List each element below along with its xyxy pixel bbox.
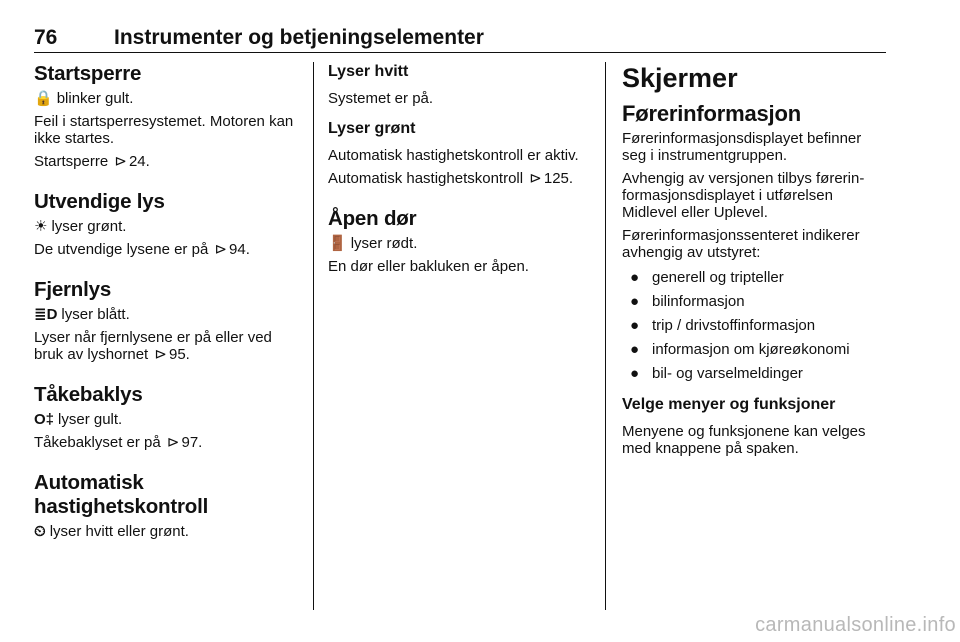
reference-arrow-icon: ⊳ — [114, 153, 127, 170]
section-heading-utvendige-lys: Utvendige lys — [34, 190, 165, 213]
indicator-line: ☀ lyser grønt. — [34, 218, 127, 235]
page-reference: De utvendige lysene er på ⊳ 94. — [34, 241, 250, 258]
bullet-icon: ● — [630, 269, 640, 286]
list-item: ● informasjon om kjøreøkonomi — [630, 341, 850, 358]
rear-fog-light-icon: O‡ — [34, 411, 55, 428]
page-reference: Tåkebaklyset er på ⊳ 97. — [34, 434, 203, 451]
section-heading-automatisk: Automatisk — [34, 471, 144, 494]
page-reference: Lyser når fjernlysene er på eller ved bruk av lyshornet ⊳ 95. — [34, 329, 272, 363]
paragraph: Førerinformasjonssenteret indikerer avhengig av utstyret: — [622, 227, 860, 261]
bullet-icon: ● — [630, 365, 640, 382]
bullet-icon: ● — [630, 317, 640, 334]
column-1 — [34, 62, 296, 540]
section-heading-startsperre: Startsperre — [34, 62, 142, 85]
paragraph: Automatisk hastighetskontroll er aktiv. — [328, 147, 579, 164]
watermark: carmanualsonline.info — [755, 614, 956, 636]
section-heading-fjernlys: Fjernlys — [34, 278, 112, 301]
paragraph: Førerinformasjonsdisplayet befinner seg i instrumentgruppen. — [622, 130, 862, 164]
list-item: ● bil- og varselmeldinger — [630, 365, 803, 382]
reference-arrow-icon: ⊳ — [529, 170, 542, 187]
subheading-lyser-gront: Lyser grønt — [328, 120, 416, 137]
paragraph: Avhengig av versjonen tilbys førerinformasjonsdisplayet i utførelsen Midlevel eller Uplevel. — [622, 170, 865, 221]
list-item: ● bilinformasjon — [630, 293, 745, 310]
reference-arrow-icon: ⊳ — [154, 346, 167, 363]
bullet-icon: ● — [630, 293, 640, 310]
column-divider — [605, 62, 606, 610]
reference-arrow-icon: ⊳ — [214, 241, 228, 258]
page-number: 76 — [34, 26, 58, 49]
indicator-line: ≣D lyser blått. — [34, 306, 130, 323]
section-heading-forerinformasjon: Førerinformasjon — [622, 101, 801, 126]
paragraph: En dør eller bakluken er åpen. — [328, 258, 529, 275]
exterior-light-icon: ☀ — [34, 218, 48, 235]
feature-list — [622, 269, 886, 382]
reference-arrow-icon: ⊳ — [166, 434, 180, 451]
section-heading-hastighetskontroll: hastighetskontroll — [34, 495, 209, 518]
page-title: Instrumenter og betjeningselementer — [114, 26, 484, 49]
cruise-control-icon: ⏲ — [34, 523, 46, 540]
page-header — [34, 26, 886, 53]
indicator-line: ⏲ lyser hvitt eller grønt. — [34, 523, 189, 540]
column-3 — [622, 62, 886, 457]
page-reference: Startsperre ⊳ 24. — [34, 153, 150, 170]
column-divider — [313, 62, 314, 610]
immobilizer-icon: 🔒 — [34, 90, 53, 107]
column-2 — [328, 62, 590, 275]
list-item: ● trip / drivstoffinformasjon — [630, 317, 816, 334]
bullet-icon: ● — [630, 341, 640, 358]
door-open-icon: 🚪 — [328, 235, 347, 252]
indicator-line: 🔒 blinker gult. — [34, 90, 134, 107]
section-heading-takebaklys: Tåkebaklys — [34, 383, 143, 406]
indicator-line: O‡ lyser gult. — [34, 411, 123, 428]
high-beam-icon: ≣D — [34, 306, 58, 323]
list-item: ● generell og tripteller — [630, 269, 784, 286]
paragraph: Feil i startsperresystemet. Motoren kan ikke startes. — [34, 113, 294, 147]
subheading-lyser-hvitt: Lyser hvitt — [328, 63, 409, 80]
subheading-velge-menyer: Velge menyer og funksjoner — [622, 396, 836, 413]
paragraph: Systemet er på. — [328, 90, 434, 107]
indicator-line: 🚪 lyser rødt. — [328, 235, 418, 252]
section-heading-apen-dor: Åpen dør — [328, 207, 417, 230]
section-heading-skjermer: Skjermer — [622, 63, 738, 93]
page-reference: Automatisk hastighetskontroll ⊳ 125. — [328, 170, 574, 187]
paragraph: Menyene og funksjonene kan velges med knappene på spaken. — [622, 423, 866, 457]
